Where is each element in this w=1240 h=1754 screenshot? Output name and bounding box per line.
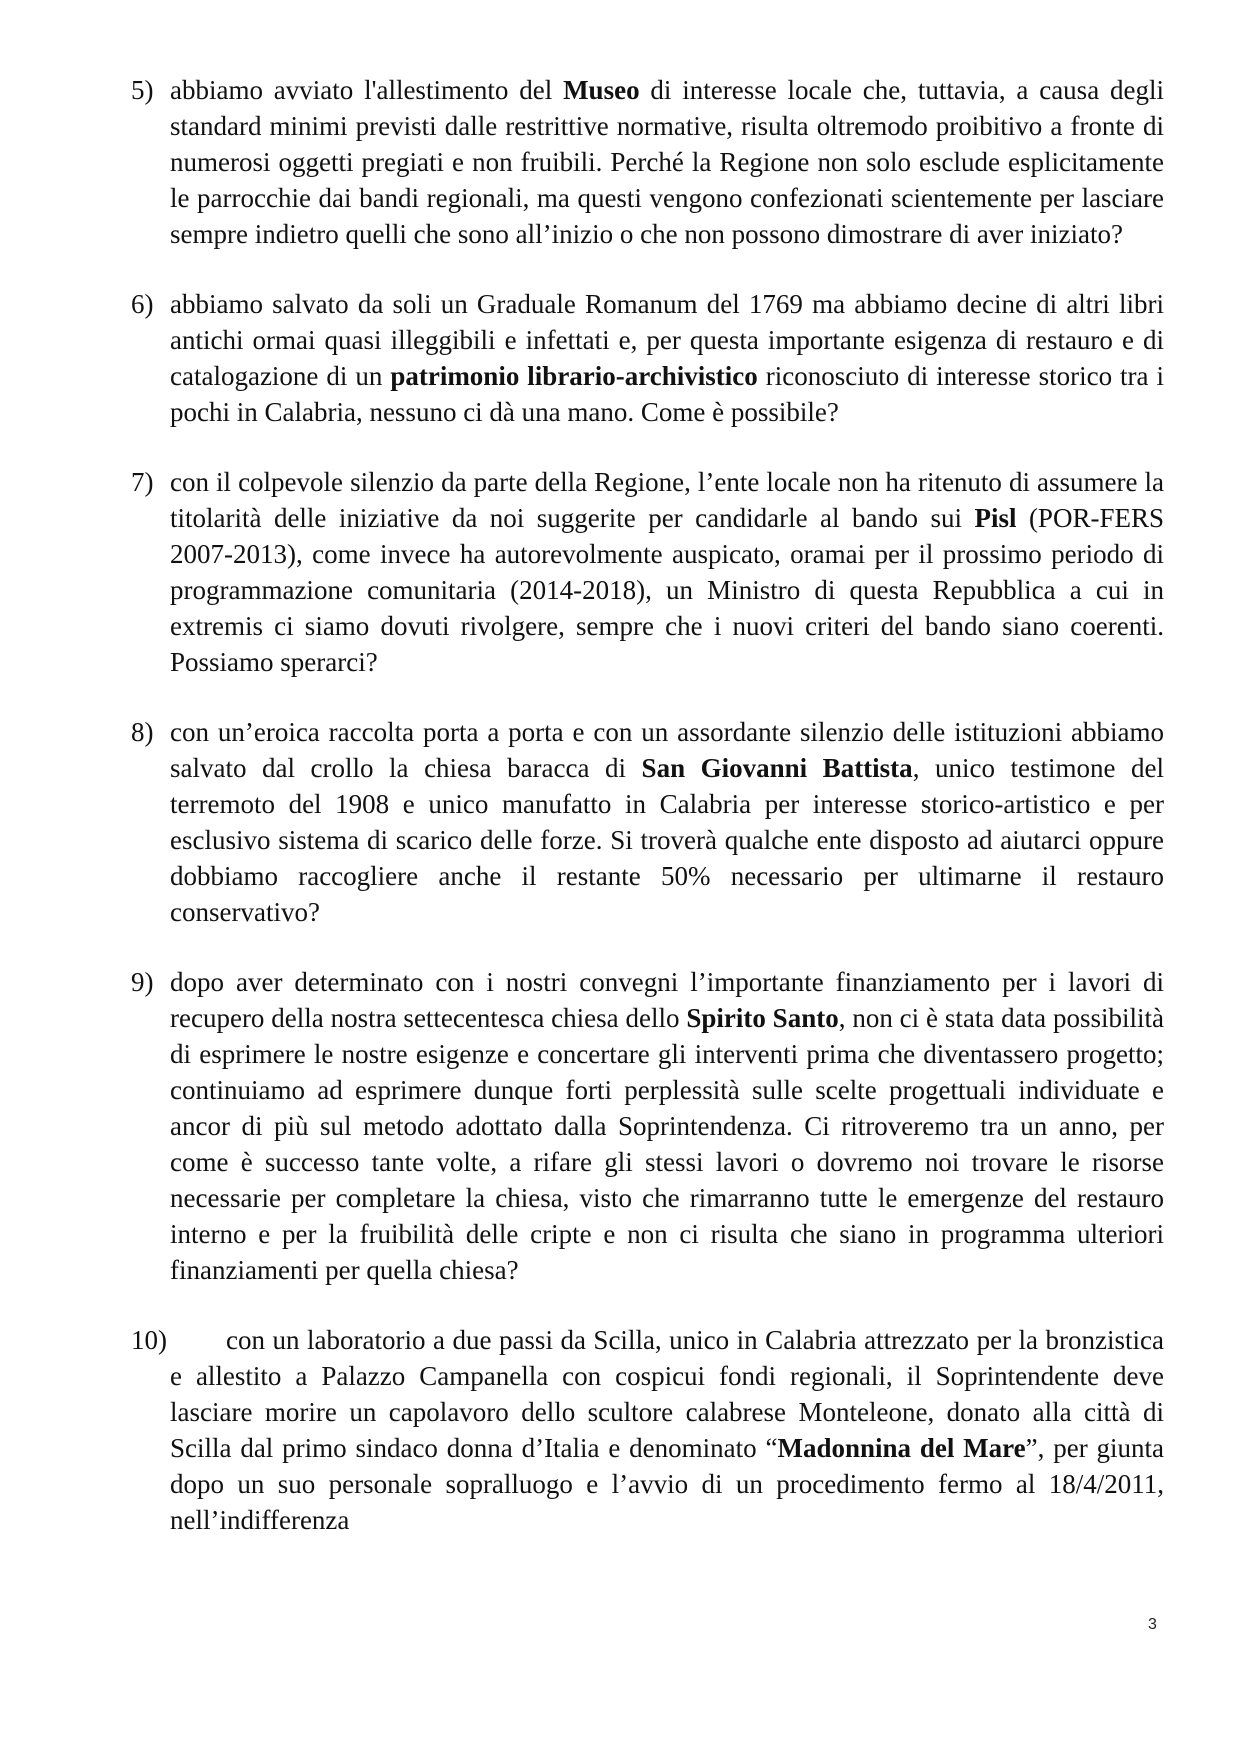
list-item [131,72,1164,252]
text-segment: dopo aver determinato con i nostri convegni l’importante finanziamento per i lavori di recupero della nostra settecentesca chiesa dello [170,967,1164,1033]
text-segment: di interesse locale che, tuttavia, a causa degli standard minimi previsti dalle restrittive normative, risulta oltremodo proibitivo a fronte di numerosi oggetti pregiati e non fruibili. Perché la Regione non solo esclude esplicitamente le parrocchie dai bandi regionali, ma questi vengono confezionati scientemente per lasciare sempre indietro quelli che sono all’inizio o che non possono dimostrare di aver iniziato? [170,75,1164,249]
text-segment: , unico testimone del terremoto del 1908 e unico manufatto in Calabria per interesse storico-artistico e per esclusivo sistema di scarico delle forze. Si troverà qualche ente disposto ad aiutarci oppure dobbiamo raccogliere anche il restante 50% necessario per ultimarne il restauro conservativo? [170,753,1164,927]
item-text [170,714,1164,930]
item-number: 5) [131,75,154,105]
text-segment: , non ci è stata data possibilità di esprimere le nostre esigenze e concertare gli interventi prima che diventassero progetto; continuiamo ad esprimere dunque forti perplessità sulle scelte progettuali individuate e ancor di più sul metodo adottato dalla Soprintendenza. Ci ritroveremo tra un anno, per come è successo tante volte, a rifare gli stessi lavori o dovremo noi trovare le risorse necessarie per completare la chiesa, visto che rimarranno tutte le emergenze del restauro interno e per la fruibilità delle cripte e non ci risulta che siano in programma ulteriori finanziamenti per quella chiesa? [170,1003,1164,1285]
text-segment: con un’eroica raccolta porta a porta e con un assordante silenzio delle istituzioni abbiamo salvato dal crollo la chiesa baracca di [170,717,1164,783]
bold-segment: patrimonio librario-archivistico [390,361,758,391]
item-number: 9) [131,967,154,997]
bold-segment: Spirito Santo [686,1003,839,1033]
item-text [170,72,1164,252]
item-text [170,286,1164,430]
item-text [170,1322,1164,1538]
list-item [131,464,1164,680]
text-segment: abbiamo salvato da soli un Graduale Romanum del 1769 ma abbiamo decine di altri libri antichi ormai quasi illeggibili e infettati e, per questa importante esigenza di restauro e di catalogazione di un [170,289,1164,391]
item-number: 8) [131,717,154,747]
text-segment: riconosciuto di interesse storico tra i pochi in Calabria, nessuno ci dà una mano. Come è possibile? [170,361,1164,427]
bold-segment: Madonnina del Mare [777,1433,1026,1463]
page-number: 3 [1148,1616,1157,1633]
list-item [131,1322,1164,1538]
text-segment: abbiamo avviato l'allestimento del [170,75,564,105]
text-segment: (POR-FERS 2007-2013), come invece ha autorevolmente auspicato, oramai per il prossimo periodo di programmazione comunitaria (2014-2018), un Ministro di questa Repubblica a cui in extremis ci siamo dovuti rivolgere, sempre che i nuovi criteri del bando siano coerenti. Possiamo sperarci? [170,503,1164,677]
bold-segment: Pisl [974,503,1017,533]
bold-segment: San Giovanni Battista [641,753,913,783]
text-segment: con un laboratorio a due passi da Scilla, unico in Calabria attrezzato per la bronzistica e allestito a Palazzo Campanella con cospicui fondi regionali, il Soprintendente deve lasciare morire un capolavoro dello scultore calabrese Monteleone, donato alla città di Scilla dal primo sindaco donna d’Italia e denominato “ [170,1325,1164,1463]
list-item [131,714,1164,930]
list-item [131,286,1164,430]
item-text [170,964,1164,1288]
item-number: 10) [131,1325,167,1355]
item-number: 6) [131,289,154,319]
text-segment: ”, per giunta dopo un suo personale sopralluogo e l’avvio di un procedimento fermo al 18/4/2011, nell’indifferenza [170,1433,1165,1535]
item-text [170,464,1164,680]
item-number: 7) [131,467,154,497]
text-segment: con il colpevole silenzio da parte della Regione, l’ente locale non ha ritenuto di assumere la titolarità delle iniziative da noi suggerite per candidarle al bando sui [170,467,1164,533]
numbered-list [131,72,1164,1572]
list-item [131,964,1164,1288]
bold-segment: Museo [563,75,640,105]
